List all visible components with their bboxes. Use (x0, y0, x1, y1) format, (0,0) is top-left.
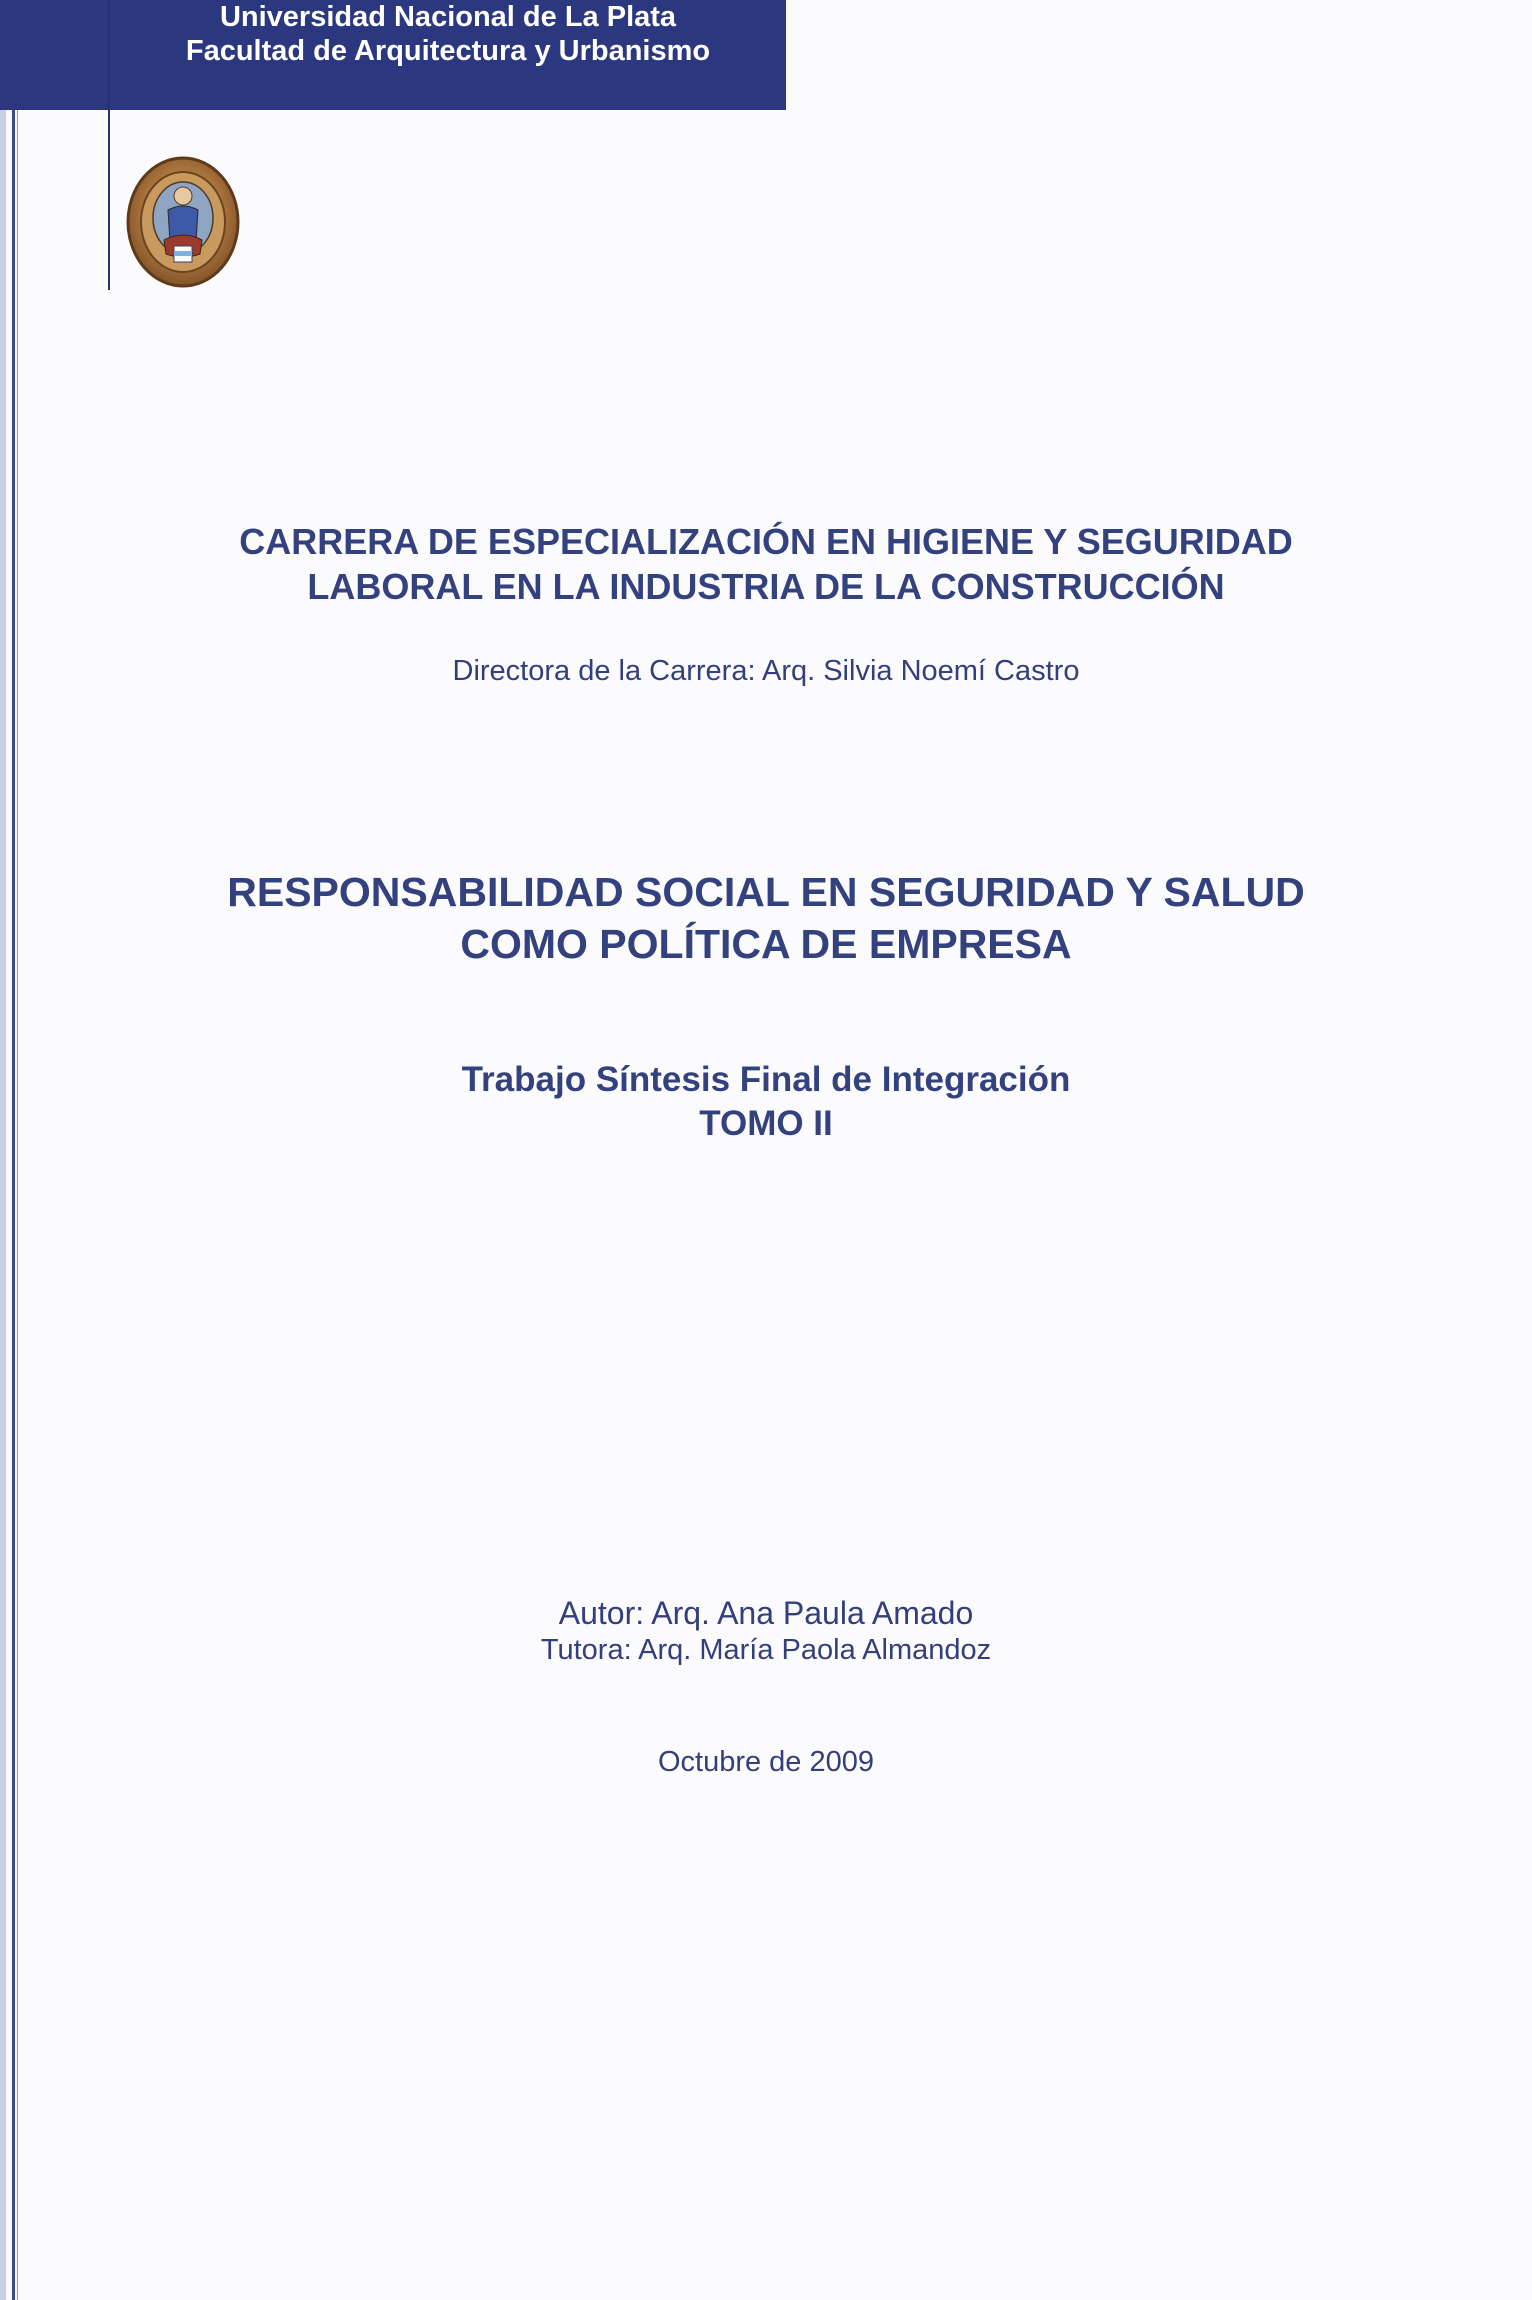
author-credit: Autor: Arq. Ana Paula Amado (558, 1595, 974, 1631)
faculty-name: Facultad de Arquitectura y Urbanismo (185, 35, 711, 67)
page-edge (0, 0, 6, 2300)
program-line-1: CARRERA DE ESPECIALIZACIÓN EN HIGIENE Y SEGURIDAD (239, 521, 1293, 562)
left-margin-rule-thin (17, 108, 18, 2300)
work-type: Trabajo Síntesis Final de Integración (461, 1060, 1071, 1099)
program-line-2: LABORAL EN LA INDUSTRIA DE LA CONSTRUCCIÓN (307, 566, 1225, 607)
university-seal-icon (124, 150, 242, 290)
program-name (0, 519, 1532, 609)
document-title (0, 866, 1532, 970)
title-line-1: RESPONSABILIDAD SOCIAL EN SEGURIDAD Y SALUD (227, 869, 1305, 915)
document-subtitle (0, 1058, 1532, 1146)
tutor-credit: Tutora: Arq. María Paola Almandoz (540, 1634, 992, 1666)
volume-label: TOMO II (699, 1104, 833, 1143)
university-name: Universidad Nacional de La Plata (219, 1, 677, 33)
header-text (110, 0, 786, 68)
left-margin-rule (12, 108, 15, 2300)
title-line-2: COMO POLÍTICA DE EMPRESA (460, 921, 1072, 967)
publication-date: Octubre de 2009 (657, 1746, 875, 1778)
program-director: Directora de la Carrera: Arq. Silvia Noemí Castro (452, 655, 1080, 687)
